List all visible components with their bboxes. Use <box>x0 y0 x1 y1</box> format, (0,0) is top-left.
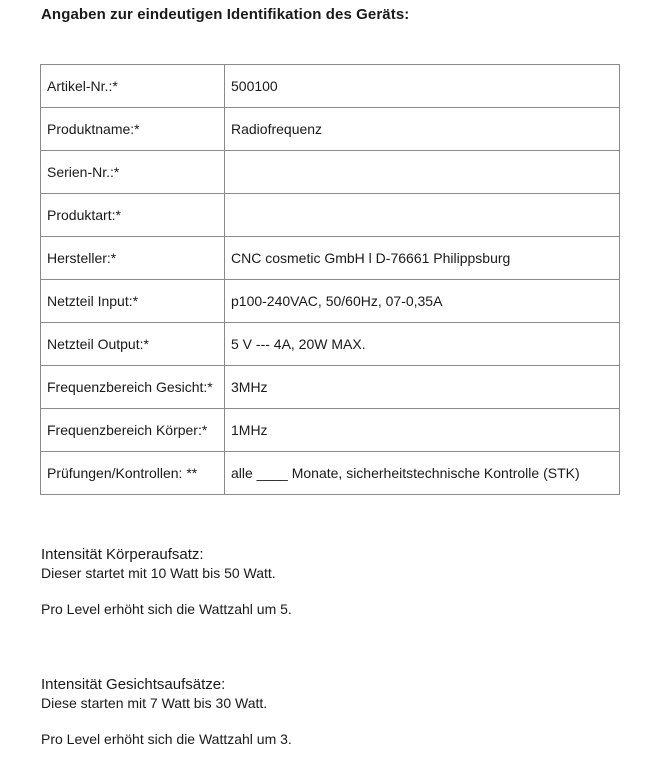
face-section-line-2: Pro Level erhöht sich die Wattzahl um 3. <box>41 731 292 747</box>
row-value-product-name: Radiofrequenz <box>225 108 620 151</box>
row-label-power-input: Netzteil Input:* <box>41 280 225 323</box>
row-value-power-input: p100-240VAC, 50/60Hz, 07-0,35A <box>225 280 620 323</box>
row-label-product-name: Produktname:* <box>41 108 225 151</box>
table-row <box>41 323 620 366</box>
device-identification-table <box>40 64 620 495</box>
face-section-title: Intensität Gesichtsaufsätze: <box>41 676 226 693</box>
row-label-manufacturer: Hersteller:* <box>41 237 225 280</box>
row-value-power-output: 5 V --- 4A, 20W MAX. <box>225 323 620 366</box>
body-attachment-section <box>41 546 292 618</box>
row-label-serial-number: Serien-Nr.:* <box>41 151 225 194</box>
row-label-inspections: Prüfungen/Kontrollen: ** <box>41 452 225 495</box>
row-label-frequency-face: Frequenzbereich Gesicht:* <box>41 366 225 409</box>
row-value-article-number: 500100 <box>225 65 620 108</box>
table-row <box>41 151 620 194</box>
document-heading: Angaben zur eindeutigen Identifikation des Geräts: <box>41 6 410 23</box>
table-row <box>41 452 620 495</box>
table-row <box>41 280 620 323</box>
row-value-serial-number <box>225 151 620 194</box>
row-value-frequency-body: 1MHz <box>225 409 620 452</box>
body-section-line-2: Pro Level erhöht sich die Wattzahl um 5. <box>41 601 292 617</box>
row-value-product-type <box>225 194 620 237</box>
table-row <box>41 237 620 280</box>
body-section-title: Intensität Körperaufsatz: <box>41 546 204 563</box>
table-row <box>41 108 620 151</box>
table-row <box>41 366 620 409</box>
body-section-line-1: Dieser startet mit 10 Watt bis 50 Watt. <box>41 565 276 581</box>
row-value-inspections: alle ____ Monate, sicherheitstechnische Kontrolle (STK) <box>225 452 620 495</box>
face-section-line-1: Diese starten mit 7 Watt bis 30 Watt. <box>41 695 268 711</box>
row-label-product-type: Produktart:* <box>41 194 225 237</box>
table-row <box>41 194 620 237</box>
face-attachment-section <box>41 676 292 748</box>
row-value-manufacturer: CNC cosmetic GmbH l D-76661 Philippsburg <box>225 237 620 280</box>
table-row <box>41 409 620 452</box>
row-label-article-number: Artikel-Nr.:* <box>41 65 225 108</box>
row-label-power-output: Netzteil Output:* <box>41 323 225 366</box>
row-label-frequency-body: Frequenzbereich Körper:* <box>41 409 225 452</box>
table-row <box>41 65 620 108</box>
row-value-frequency-face: 3MHz <box>225 366 620 409</box>
